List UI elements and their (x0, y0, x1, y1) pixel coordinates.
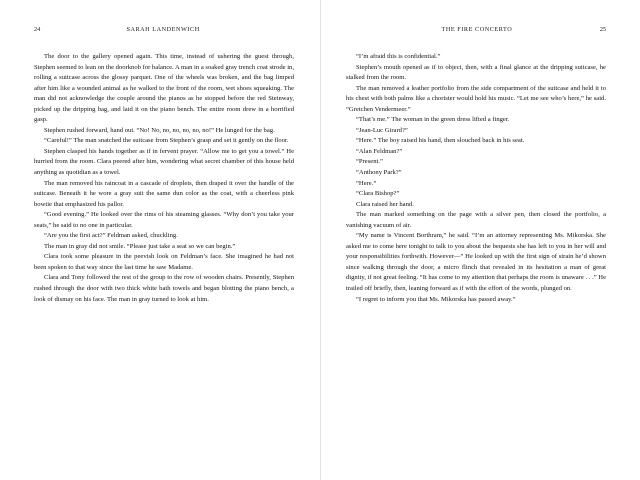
running-head-title-left: SARAH LANDENWICH (126, 26, 200, 33)
paragraph: The man marked something on the page with a silver pen, then closed the portfolio, a vanishing vacuum of air. (346, 211, 606, 229)
paragraph: The man removed his raincoat in a cascade of droplets, then draped it over the handle of the suitcase. Beneath it he wore a gray suit the same dun color as the coat, with a cheerless pink bowtie that emphasized his pallor. (34, 179, 294, 208)
paragraph: Clara took some pleasure in the peevish look on Feldman’s face. She imagined he had not been spoken to that way since the last time he saw Madame. (34, 253, 294, 271)
page-number-left: 24 (34, 26, 41, 33)
running-head-title-right: THE FIRE CONCERTO (441, 26, 513, 33)
paragraph: “Present.” (356, 158, 383, 166)
paragraph: “Jean-Luc Girard?” (356, 126, 408, 134)
paragraph: “Careful!” The man snatched the suitcase from Stephen’s grasp and set it gently on the floor. (44, 137, 289, 145)
paragraph: “Here.” The boy raised his hand, then slouched back in his seat. (356, 137, 525, 145)
paragraph: “Are you the first act?” Feldman asked, chuckling. (44, 232, 178, 240)
running-head-right (346, 26, 606, 38)
paragraph: Clara raised her hand. (356, 200, 414, 208)
paragraph: “Clara Bishop?” (356, 190, 400, 198)
paragraph: The man removed a leather portfolio from the side compartment of the suitcase and held it to his chest with both palms like a chorister would hold his music. “Let me see who’s here,” he said. “Gretchen Vendermeer.” (346, 84, 606, 113)
body-text-left (34, 52, 294, 305)
paragraph: Stephen clasped his hands together as if in fervent prayer. “Allow me to get you a towel.” He hurried from the room. Clara peered after him, wondering what secret chamber of this house held anything as quotidian as a towel. (34, 147, 294, 177)
page-right (320, 0, 640, 480)
paragraph: “I’m afraid this is confidential.” (356, 53, 441, 60)
body-text-right (346, 52, 606, 305)
paragraph: Clara and Tony followed the rest of the group to the row of wooden chairs. Presently, Stephen rushed through the door with two thick white bath towels and began blotting the piano bench, a look of dismay on his face. The man in gray turned to look at him. (34, 274, 294, 303)
paragraph: “Good evening.” He looked over the rims of his steaming glasses. “Why don’t you take your seats,” he said to no one in particular. (34, 211, 294, 229)
page-gutter (320, 0, 321, 480)
paragraph: The door to the gallery opened again. This time, instead of ushering the guest through, Stephen seemed to lean on the doorknob for balance. A man in a soaked gray trench coat strode in, rolling a suitcase across the glossy parquet. One of the wheels was broken, and the bag limped after him like a wounded animal as he walked to the front of the room, wet shoes squeaking. The man did not acknowledge the couple around the pianos as he stopped before the red Steinway, picked up the dripping bag, and laid it on the piano bench. The entire room drew in a horrified gasp. (34, 53, 295, 124)
paragraph: “Anthony Park?” (356, 169, 402, 177)
paragraph: “Here.” (356, 179, 377, 187)
paragraph: The man in gray did not smile. “Please just take a seat so we can begin.” (44, 242, 236, 250)
paragraph: Stephen’s mouth opened as if to object, then, with a final glance at the dripping suitcase, he stalked from the room. (346, 63, 606, 82)
paragraph: Stephen rushed forward, hand out. “No! No, no, no, no, no, no!” He lunged for the bag. (44, 126, 275, 134)
paragraph: “Alan Feldman?” (356, 147, 403, 155)
running-head-left (34, 26, 294, 38)
page-number-right: 25 (599, 26, 606, 33)
paragraph: “I regret to inform you that Ms. Mikorska has passed away.” (356, 295, 516, 303)
paragraph: “That’s me.” The woman in the green dress lifted a finger. (356, 116, 510, 124)
paragraph: “My name is Vincent Borthram,” he said. “I’m an attorney representing Ms. Mikorska. She asked me to come here tonight to talk to you about the bequests she has left to you in her will and your responsibilities forthwith. However—” He looked up with the first sign of strain he’d shown since walking through the door, a micro flinch that revealed in its hesitation a man of great dignity, if not great feeling. “It has come to my attention that perhaps the room is unaware . . .” He trailed off briefly, then, leaning forward as if with the effort of the words, plunged on. (346, 232, 606, 293)
